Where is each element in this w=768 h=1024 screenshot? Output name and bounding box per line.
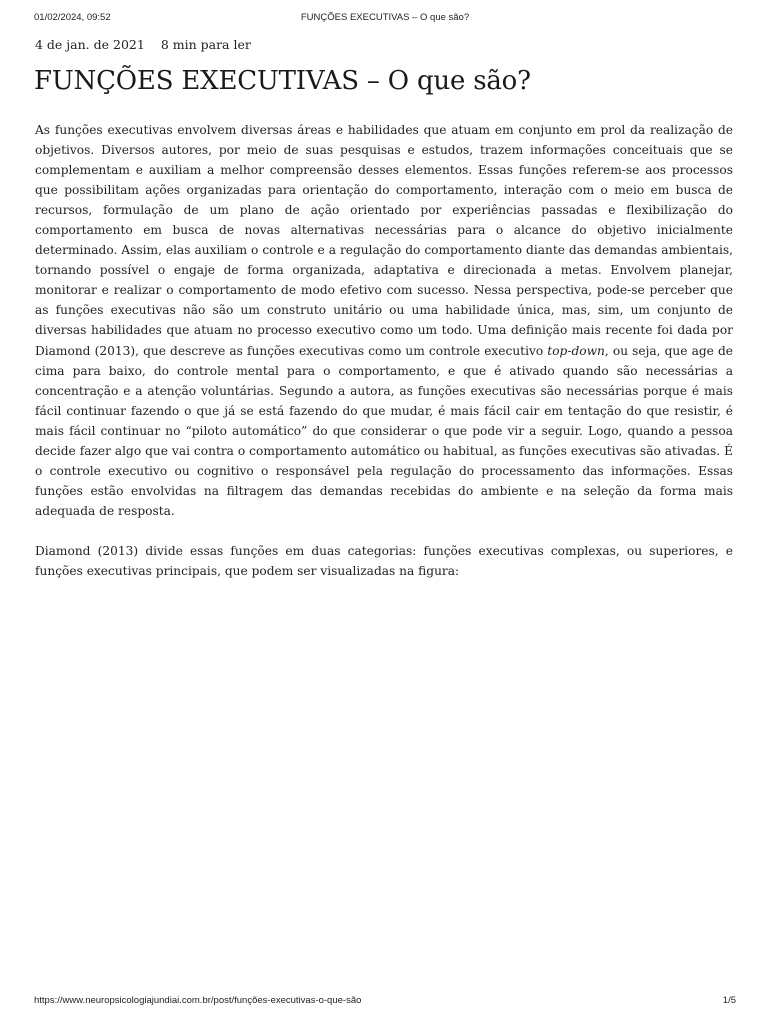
print-page-title: FUNÇÕES EXECUTIVAS – O que são? bbox=[300, 12, 470, 23]
print-datetime: 01/02/2024, 09:52 bbox=[34, 12, 111, 23]
print-footer bbox=[34, 995, 736, 1009]
post-title: FUNÇÕES EXECUTIVAS – O que são? bbox=[34, 66, 531, 96]
paragraph-1-text-b: , ou seja, que age de cima para baixo, do controle mental para o comportamento, e que é ativado quando são necessárias a concentração e a atenção voluntárias. Segundo a autora, as funções executivas são necessárias porque é mais fácil continuar fazendo o que já se está fazendo do que mudar, é mais fácil cair em tentação do que resistir, é mais fácil continuar no “piloto automático” do que considerar o que pode vir a seguir. Logo, quando a pessoa decide fazer algo que vai contra o comportamento automático ou habitual, as funções executivas são ativadas. É o controle executivo ou cognitivo o responsável pela regulação do processamento das informações. Essas funções estão envolvidas na filtragem das demandas recebidas do ambiente e na seleção da forma mais adequada de resposta. bbox=[35, 343, 733, 518]
print-header bbox=[34, 12, 736, 26]
paragraph-2: Diamond (2013) divide essas funções em duas categorias: funções executivas complexas, ou superiores, e funções executivas principais, que podem ser visualizadas na figura: bbox=[35, 543, 733, 578]
paragraph-1 bbox=[35, 120, 733, 521]
paragraph-1-text-a: As funções executivas envolvem diversas áreas e habilidades que atuam em conjunto em prol da realização de objetivos. Diversos autores, por meio de suas pesquisas e estudos, trazem informações conceituais que se complementam e auxiliam a melhor compreensão desses elementos. Essas funções referem-se aos processos que possibilitam ações organizadas para orientação do comportamento, interação com o meio em busca de recursos, formulação de um plano de ação orientado por experiências passadas e flexibilização do comportamento em busca de novas alternativas necessárias para o alcance do objetivo inicialmente determinado. Assim, elas auxiliam o controle e a regulação do comportamento diante das demandas ambientais, tornando possível o engaje de forma organizada, adaptativa e direcionada a metas. Envolvem planejar, monitorar e realizar o comportamento de modo efetivo com sucesso. Nessa perspectiva, pode-se perceber que as funções executivas não são um construto unitário ou uma habilidade única, mas, sim, um conjunto de diversas habilidades que atuam no processo executivo como um todo. Uma definição mais recente foi dada por Diamond (2013), que descreve as funções executivas como um controle executivo bbox=[35, 123, 733, 358]
post-meta bbox=[35, 37, 251, 52]
paragraph-1-emphasis: top-down bbox=[547, 343, 605, 358]
page-number: 1/5 bbox=[722, 995, 736, 1006]
read-time: 8 min para ler bbox=[160, 37, 251, 52]
print-url: https://www.neuropsicologiajundiai.com.br/post/funções-executivas-o-que-são bbox=[34, 995, 362, 1006]
post-date: 4 de jan. de 2021 bbox=[35, 37, 145, 52]
post-body bbox=[35, 120, 733, 601]
